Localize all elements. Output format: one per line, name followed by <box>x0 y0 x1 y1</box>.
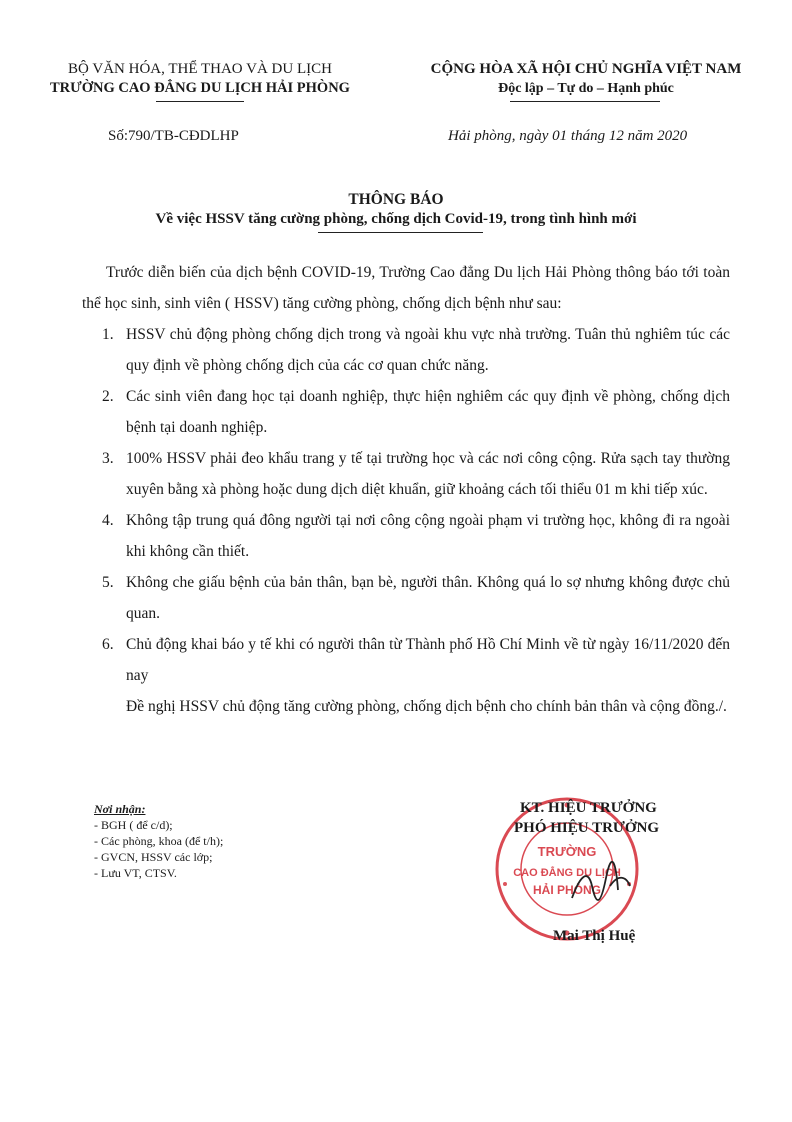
signer-name: Mai Thị Huệ <box>553 928 636 944</box>
recipients-block <box>94 801 223 881</box>
intro-paragraph: Trước diễn biến của dịch bệnh COVID-19, Trường Cao đẳng Du lịch Hải Phòng thông báo tới toàn thể học sinh, sinh viên ( HSSV) tăng cường phòng, chống dịch bệnh như sau: <box>82 264 730 312</box>
recipient-item: - Các phòng, khoa (để t/h); <box>94 834 224 848</box>
document-title: THÔNG BÁO <box>348 191 444 208</box>
signature-title-1: KT. HIỆU TRƯỞNG <box>520 800 657 816</box>
recipients-heading: Nơi nhận: <box>94 802 146 816</box>
seal-text-line: TRƯỜNG <box>537 844 597 859</box>
subtitle-underline <box>318 232 483 233</box>
place-date: Hải phòng, ngày 01 tháng 12 năm 2020 <box>448 128 688 144</box>
list-item: 6. Chủ động khai báo y tế khi có người thân từ Thành phố Hồ Chí Minh về từ ngày 16/11/2020 đến nay <box>102 636 730 684</box>
closing-paragraph: Đề nghị HSSV chủ động tăng cường phòng, chống dịch bệnh cho chính bản thân và cộng đồng./. <box>126 698 727 715</box>
recipient-item: - Lưu VT, CTSV. <box>94 866 177 880</box>
signature-title-2: PHÓ HIỆU TRƯỞNG <box>514 820 660 836</box>
document-number: Số:790/TB-CĐDLHP <box>108 128 239 144</box>
handwritten-signature-icon <box>566 856 636 916</box>
list-item: 1. HSSV chủ động phòng chống dịch trong và ngoài khu vực nhà trường. Tuân thủ nghiêm túc các quy định về phòng chống dịch của các cơ quan chức năng. <box>102 326 730 374</box>
document-subtitle: Về việc HSSV tăng cường phòng, chống dịch Covid-19, trong tình hình mới <box>155 211 637 227</box>
national-heading <box>400 60 772 98</box>
national-motto: Độc lập – Tự do – Hạnh phúc <box>498 81 674 96</box>
document-body <box>82 257 730 722</box>
recipient-item: - GVCN, HSSV các lớp; <box>94 850 213 864</box>
recipient-item: - BGH ( để c/d); <box>94 818 173 832</box>
list-item: 3. 100% HSSV phải đeo khẩu trang y tế tại trường học và các nơi công cộng. Rửa sạch tay thường xuyên bằng xà phòng hoặc dung dịch diệt khuẩn, giữ khoảng cách tối thiểu 01 m khi tiếp xúc. <box>102 450 730 498</box>
school-name: TRƯỜNG CAO ĐẲNG DU LỊCH HẢI PHÒNG <box>50 80 350 96</box>
issuer-underline <box>156 101 244 102</box>
ministry-name: BỘ VĂN HÓA, THỂ THAO VÀ DU LỊCH <box>68 61 332 77</box>
list-item: 5. Không che giấu bệnh của bản thân, bạn bè, người thân. Không quá lo sợ nhưng không được chủ quan. <box>102 574 730 622</box>
issuer-block <box>20 60 380 98</box>
seal-text-line: HẢI PHÒNG <box>532 883 602 897</box>
list-item: 2. Các sinh viên đang học tại doanh nghiệp, thực hiện nghiêm các quy định về phòng, chống dịch bệnh tại doanh nghiệp. <box>102 388 730 436</box>
list-item: 4. Không tập trung quá đông người tại nơi công cộng ngoài phạm vi trường học, không đi ra ngoài khi không cần thiết. <box>102 512 730 560</box>
motto-underline <box>510 101 660 102</box>
seal-text-line: CAO ĐẲNG DU LỊCH <box>513 867 621 879</box>
country-name: CỘNG HÒA XÃ HỘI CHỦ NGHĨA VIỆT NAM <box>430 61 742 77</box>
